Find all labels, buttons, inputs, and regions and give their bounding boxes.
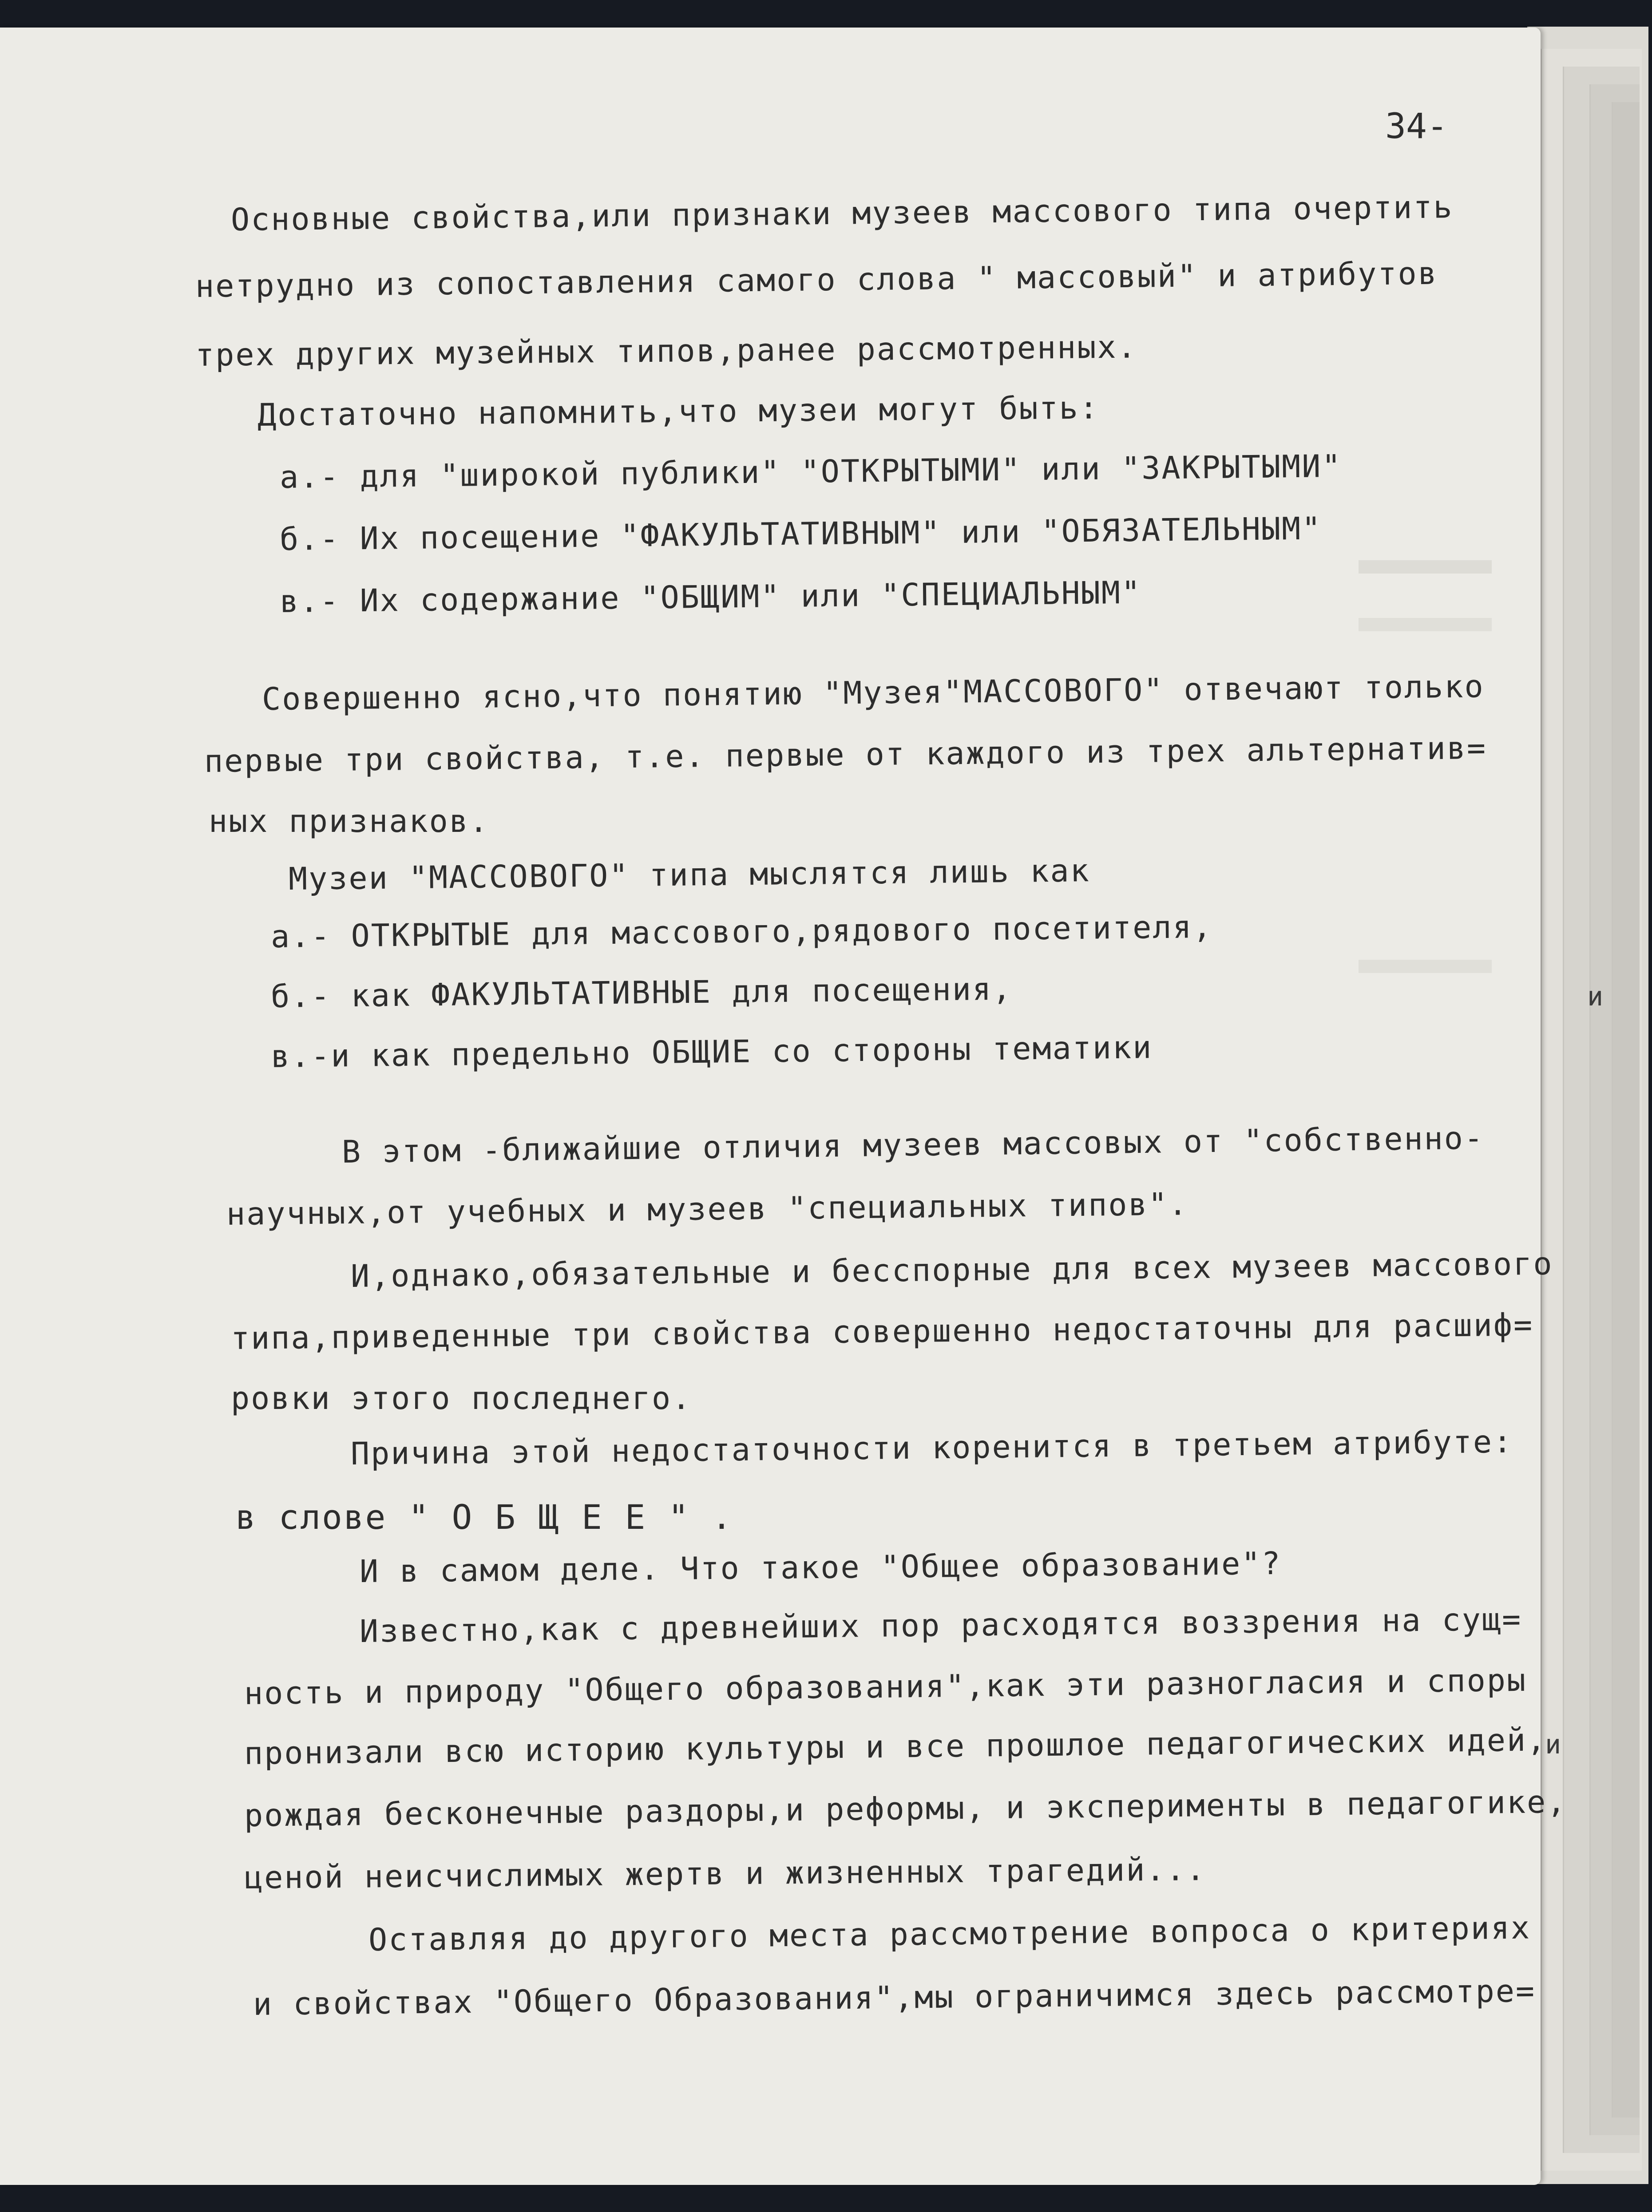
text-line: Причина этой недостаточности коренится в третьем атрибуте: bbox=[350, 1423, 1513, 1472]
text-line: трех других музейных типов,ранее рассмотренных. bbox=[195, 328, 1138, 373]
text-line: Оставляя до другого места рассмотрение вопроса о критериях bbox=[368, 1909, 1531, 1958]
text-line: И,однако,обязательные и бесспорные для всех музеев массового bbox=[350, 1245, 1553, 1294]
margin-mark: и bbox=[1587, 981, 1604, 1012]
text-line: типа,приведенные три свойства совершенно недостаточны для расшиф= bbox=[230, 1306, 1534, 1357]
text-line: ценой неисчислимых жертв и жизненных трагедий... bbox=[244, 1851, 1207, 1896]
list-item: б.- Их посещение "ФАКУЛЬТАТИВНЫМ" или "ОБЯЗАТЕЛЬНЫМ" bbox=[279, 510, 1322, 558]
page-number: 34- bbox=[1385, 107, 1448, 146]
text-line: пронизали всю историю культуры и все прошлое педагогических идей, bbox=[244, 1721, 1547, 1772]
text-line: В этом -ближайшие отличия музеев массовых от "собственно- bbox=[341, 1120, 1485, 1170]
text-line: и свойствах "Общего Образования",мы ограничимся здесь рассмотре= bbox=[253, 1972, 1536, 2022]
text-line: ровки этого последнего. bbox=[231, 1380, 692, 1417]
margin-mark: и bbox=[1545, 1729, 1561, 1760]
list-item: в.-и как предельно ОБЩИЕ со стороны тематики bbox=[270, 1029, 1153, 1075]
text-line: Совершенно ясно,что понятию "Музея"МАССОВОГО" отвечают только bbox=[261, 668, 1485, 717]
text-line: первые три свойства, т.е. первые от каждого из трех альтернатив= bbox=[204, 729, 1487, 780]
text-line: научных,от учебных и музеев "специальных типов". bbox=[226, 1186, 1189, 1232]
list-item: б.- как ФАКУЛЬТАТИВНЫЕ для посещения, bbox=[270, 970, 1013, 1015]
page-stack-edge bbox=[1612, 102, 1640, 2117]
text-line: нетрудно из сопоставления самого слова " массовый" и атрибутов bbox=[195, 255, 1438, 305]
text-line: ных признаков. bbox=[209, 803, 490, 839]
text-line: Известно,как с древнейших пор расходятся воззрения на сущ= bbox=[359, 1601, 1522, 1650]
text-line: Музеи "МАССОВОГО" типа мыслятся лишь как bbox=[288, 852, 1091, 897]
list-item: в.- Их содержание "ОБЩИМ" или "СПЕЦИАЛЬНЫМ" bbox=[279, 574, 1142, 620]
text-line: рождая бесконечные раздоры,и реформы, и эксперименты в педагогике, bbox=[244, 1783, 1567, 1834]
text-line: И в самом деле. Что такое "Общее образование"? bbox=[359, 1545, 1282, 1590]
text-line: Достаточно напомнить,что музеи могут быть: bbox=[257, 389, 1100, 433]
text-line: Основные свойства,или признаки музеев массового типа очертить bbox=[230, 189, 1454, 238]
text-line: ность и природу "Общего образования",как эти разногласия и споры bbox=[244, 1662, 1527, 1712]
list-item: а.- для "широкой публики" "ОТКРЫТЫМИ" или "ЗАКРЫТЫМИ" bbox=[279, 447, 1342, 495]
list-item: а.- ОТКРЫТЫЕ для массового,рядового посетителя, bbox=[270, 908, 1213, 955]
text-line: в слове " О Б Щ Е Е " . bbox=[235, 1497, 733, 1537]
